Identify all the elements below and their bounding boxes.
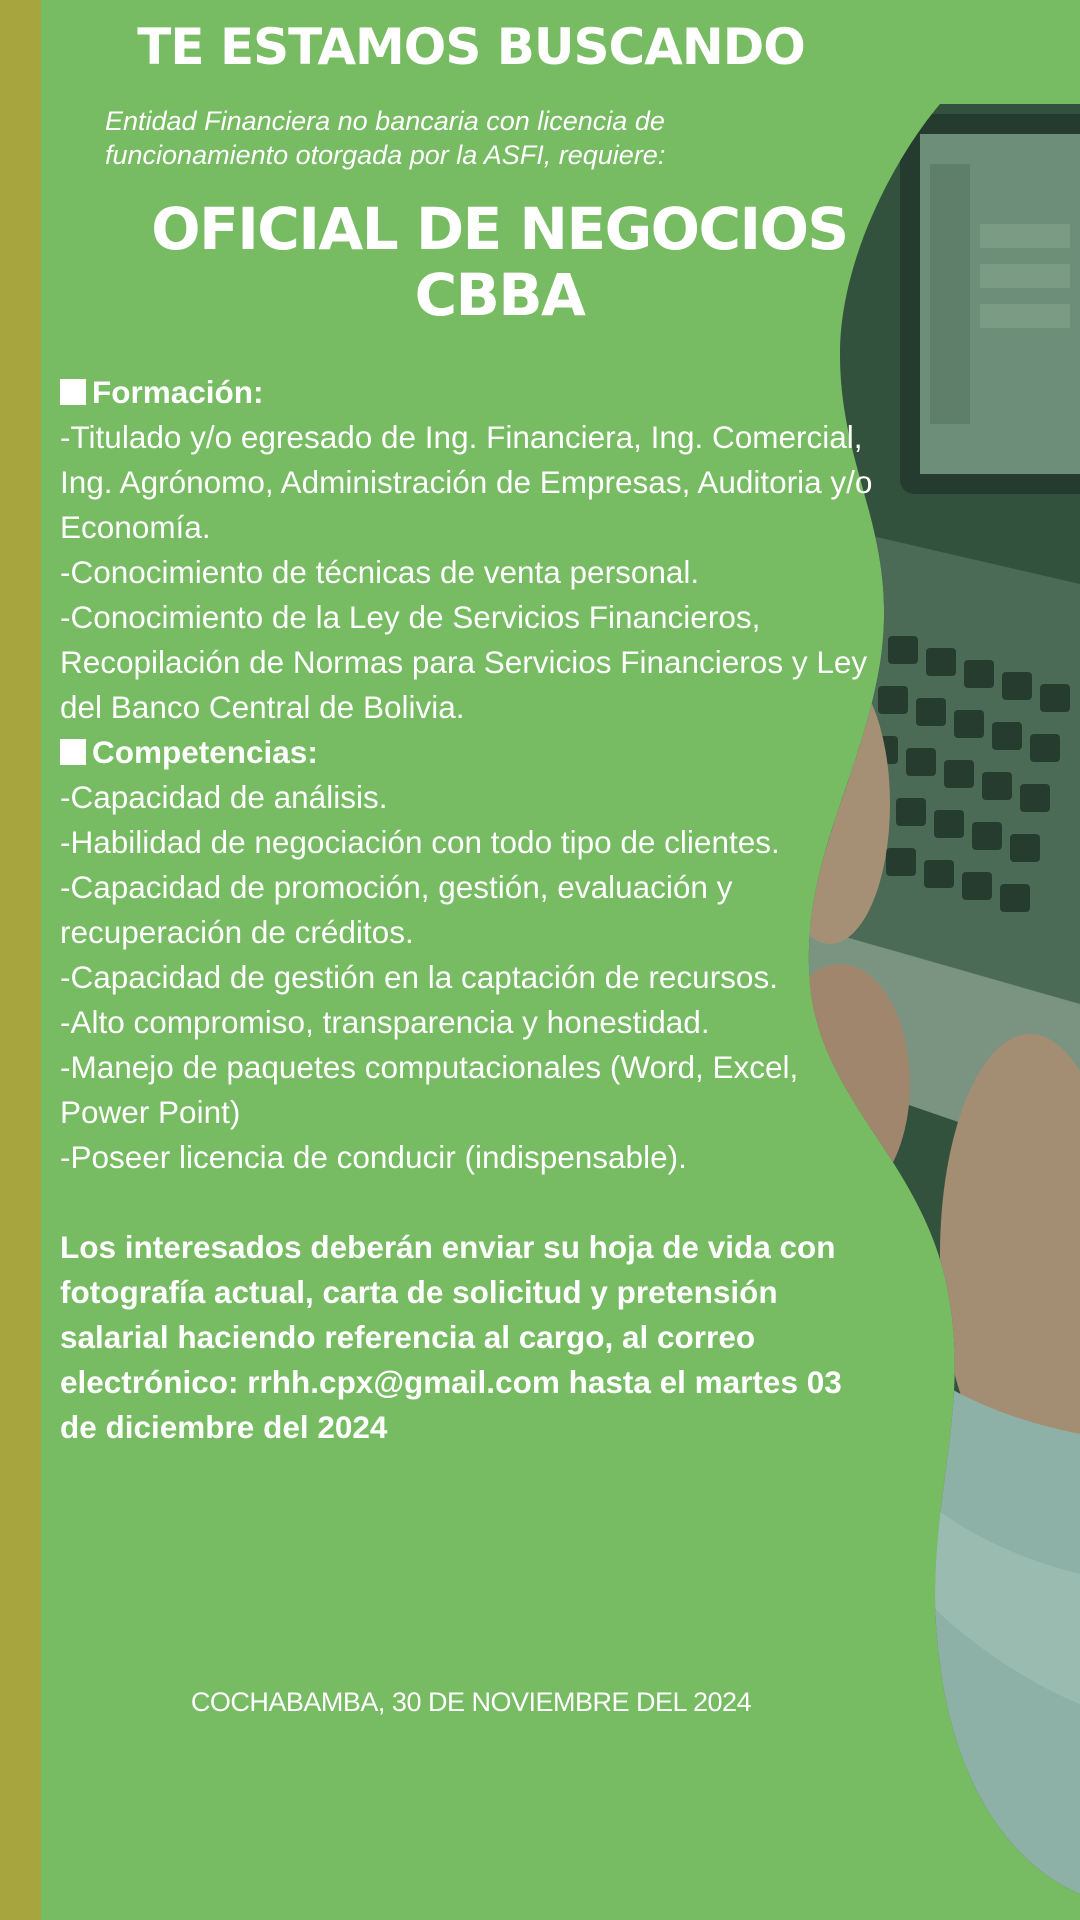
formacion-item: -Conocimiento de la Ley de Servicios Financieros, Recopilación de Normas para Servicios Financieros y Ley del Banco Central de Bolivia. [60, 599, 868, 725]
competencias-item: -Alto compromiso, transparencia y honestidad. [60, 1004, 710, 1040]
formacion-item: -Titulado y/o egresado de Ing. Financiera, Ing. Comercial, Ing. Agrónomo, Administración de Empresas, Auditoria y/o Economía. [60, 419, 873, 545]
employer-description-line-2: funcionamiento otorgada por la ASFI, requiere: [105, 140, 666, 170]
competencias-item: -Manejo de paquetes computacionales (Word, Excel, Power Point) [60, 1049, 799, 1130]
application-instructions: Los interesados deberán enviar su hoja de vida con fotografía actual, carta de solicitud y pretensión salarial haciendo referencia al cargo, al correo electrónico: rrhh.cpx@gmail.com hasta el martes 03 de diciembre del 2024 [60, 1229, 842, 1445]
position-title-line-1: OFICIAL DE NEGOCIOS [151, 195, 848, 263]
employer-description-line-1: Entidad Financiera no bancaria con licencia de [105, 106, 665, 136]
competencias-heading [60, 730, 880, 775]
spacer [60, 1180, 880, 1225]
formacion-heading [60, 370, 880, 415]
competencias-item: -Capacidad de promoción, gestión, evaluación y recuperación de créditos. [60, 869, 733, 950]
headline: TE ESTAMOS BUSCANDO [137, 18, 805, 76]
competencias-item: -Poseer licencia de conducir (indispensable). [60, 1139, 687, 1175]
competencias-heading-label: Competencias: [92, 734, 318, 770]
position-title [41, 196, 958, 328]
square-bullet-icon [60, 379, 86, 405]
formacion-item: -Conocimiento de técnicas de venta personal. [60, 554, 700, 590]
competencias-item: -Capacidad de gestión en la captación de recursos. [60, 959, 778, 995]
formacion-heading-label: Formación: [92, 374, 264, 410]
competencias-item: -Habilidad de negociación con todo tipo de clientes. [60, 824, 780, 860]
employer-description [105, 104, 805, 172]
requirements-body [60, 370, 880, 1450]
square-bullet-icon [60, 739, 86, 765]
competencias-item: -Capacidad de análisis. [60, 779, 388, 815]
footer-date: COCHABAMBA, 30 DE NOVIEMBRE DEL 2024 [190, 1687, 752, 1717]
position-title-line-2: CBBA [414, 261, 585, 329]
